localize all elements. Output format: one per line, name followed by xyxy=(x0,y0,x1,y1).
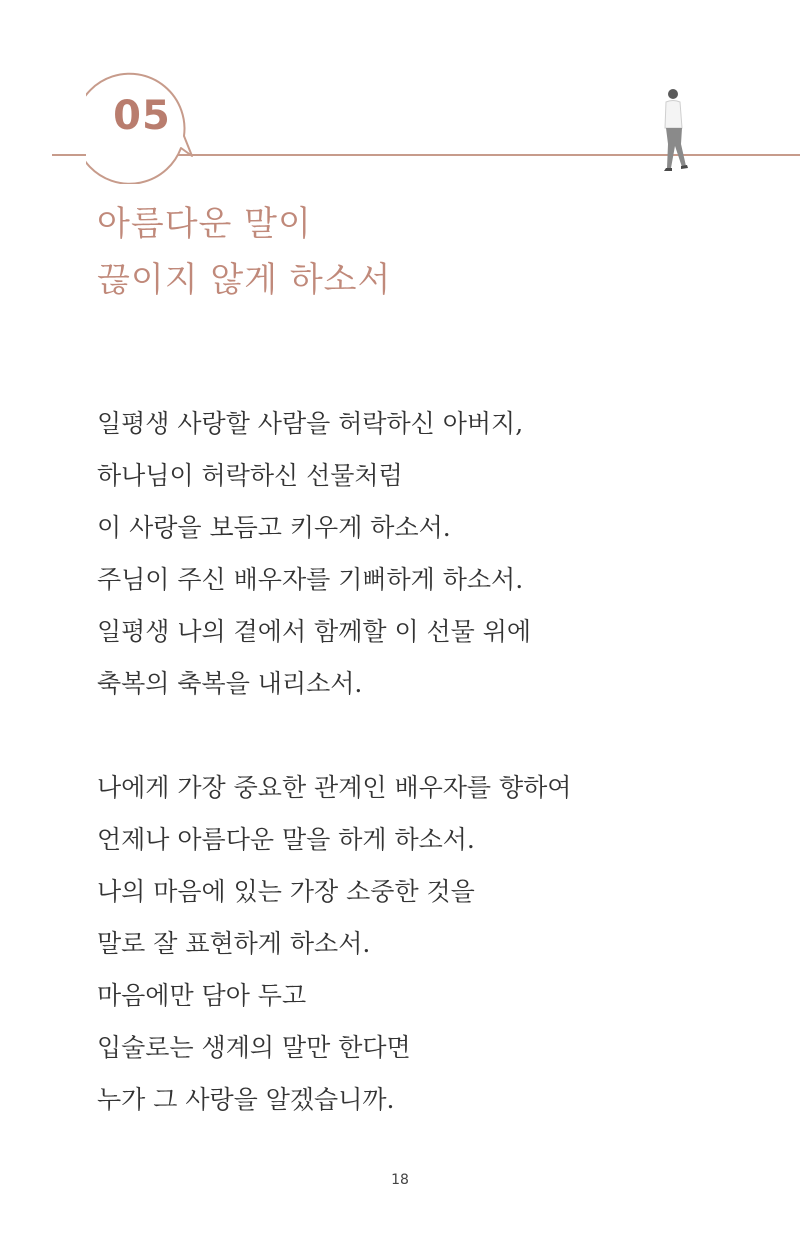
poem-line: 일평생 나의 곁에서 함께할 이 선물 위에 xyxy=(97,617,532,646)
poem-line: 마음에만 담아 두고 xyxy=(97,981,307,1010)
walking-person-icon xyxy=(655,86,695,174)
poem-line: 일평생 사랑할 사람을 허락하신 아버지, xyxy=(97,409,524,438)
poem-line: 언제나 아름다운 말을 하게 하소서. xyxy=(97,825,475,854)
poem-body xyxy=(97,398,777,1126)
page-number: 18 xyxy=(391,1172,409,1188)
poem-line: 나에게 가장 중요한 관계인 배우자를 향하여 xyxy=(97,773,572,802)
poem-stanza xyxy=(97,398,777,710)
poem-line: 주님이 주신 배우자를 기뻐하게 하소서. xyxy=(97,565,524,594)
poem-line: 말로 잘 표현하게 하소서. xyxy=(97,929,371,958)
poem-line: 하나님이 허락하신 선물처럼 xyxy=(97,461,403,490)
page-title xyxy=(97,196,391,308)
title-line: 아름다운 말이 xyxy=(97,204,312,244)
title-line: 끊이지 않게 하소서 xyxy=(97,260,392,300)
poem-line: 입술로는 생계의 말만 한다면 xyxy=(97,1033,411,1062)
poem-stanza xyxy=(97,762,777,1126)
poem-line: 이 사랑을 보듬고 키우게 하소서. xyxy=(97,513,451,542)
chapter-number: 05 xyxy=(113,93,171,139)
poem-line: 누가 그 사랑을 알겠습니까. xyxy=(97,1085,395,1114)
poem-line: 축복의 축복을 내리소서. xyxy=(97,669,363,698)
poem-line: 나의 마음에 있는 가장 소중한 것을 xyxy=(97,877,475,906)
